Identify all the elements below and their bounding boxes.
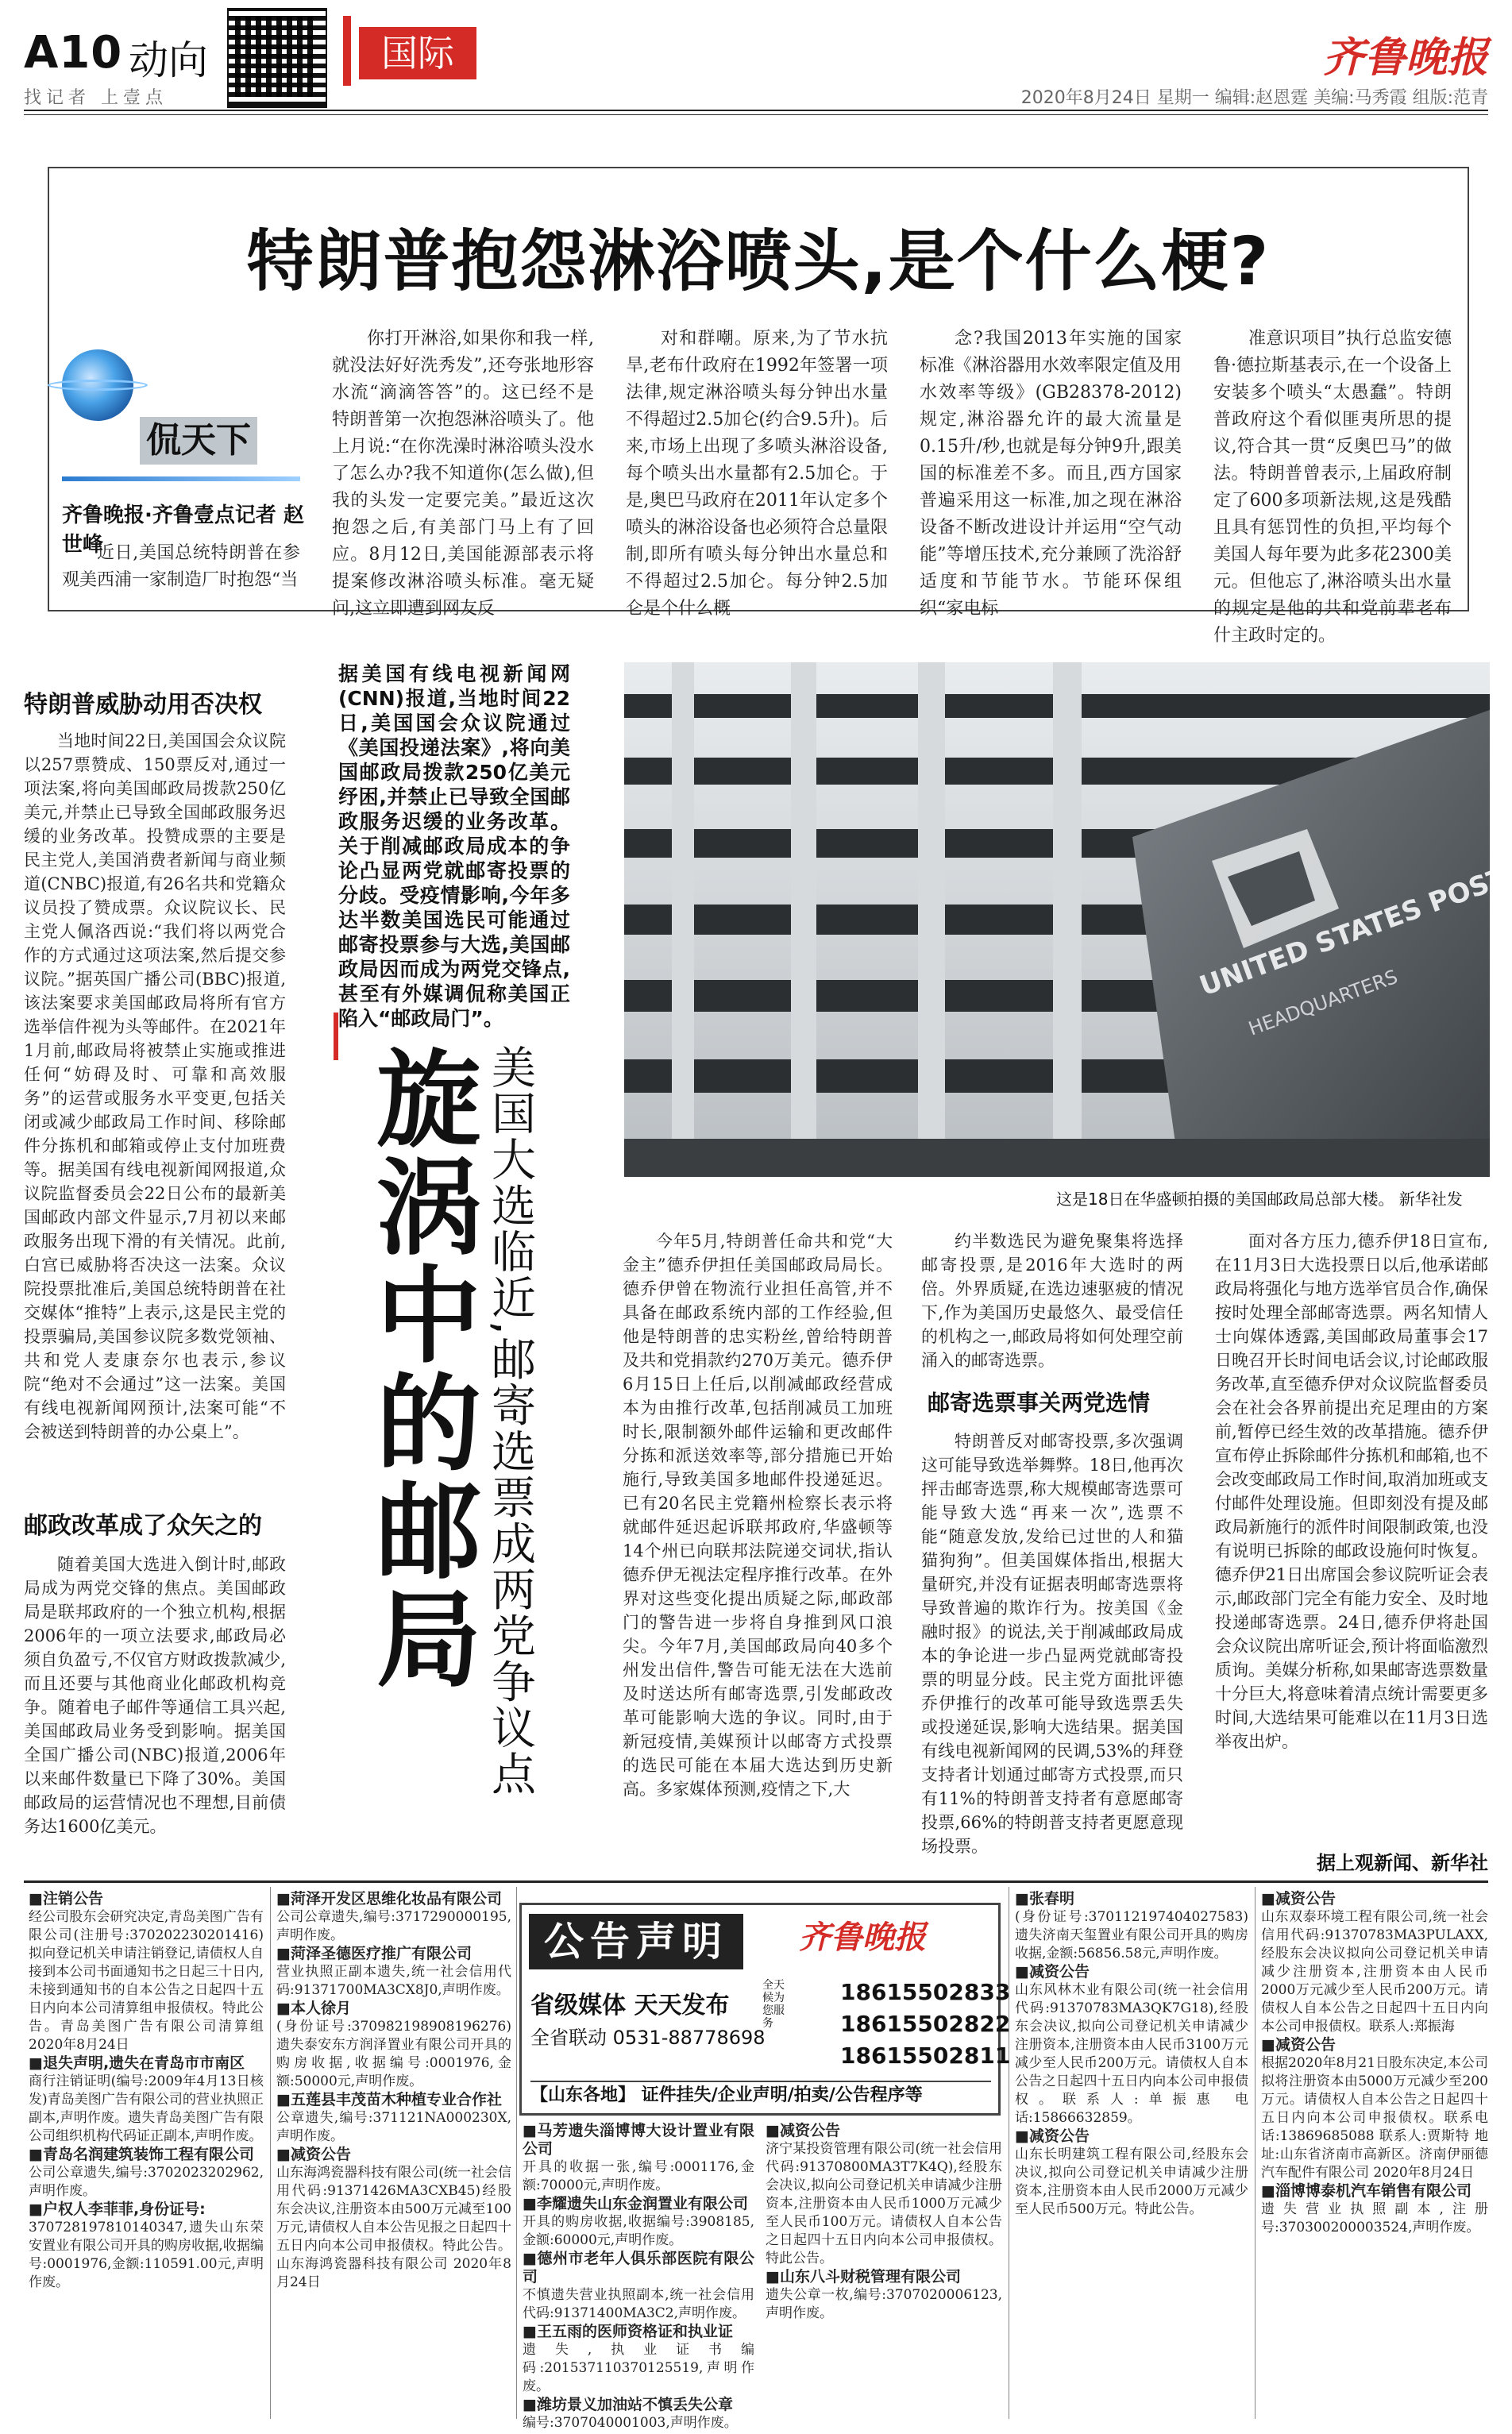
paper-logo: 齐鲁晚报 [1322,33,1488,82]
ads-column-4 [1015,1890,1248,2219]
photo-sign-sub: HEADQUARTERS [1245,965,1401,1040]
notice-phone[interactable]: 18615502811 [840,2042,1011,2069]
ad-item: ■减资公告 根据2020年8月21日股东决定,本公司拟将注册资本由5000万元减少至200万元。请债权人自本公告之日起四十五日内向本公司申报债权。联系电话:13869685088 联系人:贾斯特 地址:山东省济南市高新区。济南伊丽德汽车配件有限公司 2020年8月24日 [1261,2036,1488,2181]
page-number: A10 [24,27,123,79]
ad-item: ■减资公告 山东长明建筑工程有限公司,经股东会决议,拟向公司登记机关申请减少注册资本,注册资本由人民币2000万元减少至人民币500万元。特此公告。 [1015,2127,1248,2217]
ad-item: ■德州市老年人俱乐部医院有限公司 不慎遗失营业执照副本,统一社会信用代码:91371400MA3C2,声明作废。 [523,2250,754,2321]
header-rule-thin [24,114,1488,115]
top-article-col4: 念?我国2013年实施的国家标准《淋浴器用水效率限定值及用水效率等级》(GB28378-2012)规定,淋浴器允许的最大流量是0.15升/秒,也就是每分钟9升,跟美国的标准差不多。而且,西方国家普遍采用这一标准,加之现在淋浴设备不断改进设计并运用“空气动能”等增压技术,充分兼顾了洗浴舒适度和节能节水。节能环保组织“家电标 [920,329,1182,619]
subhead-veto: 特朗普威胁动用否决权 [24,691,262,719]
notice-vertical-text: 全天候为您服务 [762,1979,785,2030]
ad-column-rule [270,1887,271,2419]
ad-item: ■减资公告 山东海鸿瓷器科技有限公司(统一社会信用代码:91371426MA3CXB45)经股东会决议,注册资本由500万元减至100万元,请债权人自本公告见报之日起四十五日内向本公司申报债权。特此公告。山东海鸿瓷器科技有限公司 2020年8月24日 [276,2146,511,2290]
ad-item: ■王五雨的医师资格证和执业证 遗失,执业证书编码:201537110370125519,声明作废。 [523,2323,754,2394]
globe-icon [62,349,133,421]
ad-item: ■减资公告 山东风林木业有限公司(统一社会信用代码:91370783MA3QK7G18),经股东会决议,拟向公司登记机关申请减少注册资本,注册资本由人民币3100万元减少至人民币200万元。请债权人自本公告之日起四十五日内向本公司申报债权。联系人:单振惠 电话:15866632859。 [1015,1963,1248,2126]
notice-hotline-label: 全省联动 0531-88778698 [530,2027,766,2049]
ad-item: ■李耀遗失山东金润置业有限公司 开具的购房收据,收据编号:3908185,金额:60000元,声明作废。 [523,2195,754,2248]
photo-illustration [624,662,1490,1177]
ad-item: ■五莲县丰茂苗木种植专业合作社 公章遗失,编号:371121NA000230X,声明作废。 [276,2091,511,2144]
ad-item: ■减资公告 山东双泰环境工程有限公司,统一社会信用代码:91370783MA3PULAXX,经股东会决议拟向公司登记机关申请减少注册资本,注册资本由人民币2000万元减少至人民币200万元。请债权人自本公告之日起四十五日内向本公司申报债权。联系人:郑振海 [1261,1890,1488,2035]
ad-item: ■张春明 (身份证号:370112197404027583)遗失济南天玺置业有限公司开具的购房收据,金额:56856.58元,声明作废。 [1015,1890,1248,1961]
main-col-a2: 随着美国大选进入倒计时,邮政局成为两党交锋的焦点。美国邮政局是联邦政府的一个独立机构,根据2006年的一项立法要求,邮政局必须自负盈亏,不仅官方财政拨款减少,而且还要与其他商业化邮政机构竞争。随着电子邮件等通信工具兴起,美国邮政局业务受到影响。据美国全国广播公司(NBC)报道,2006年以来邮件数量已下降了30%。美国邮政局的运营情况也不理想,目前债务达1600亿美元。 [24,1555,286,1836]
usps-headquarters-photo [624,662,1490,1177]
ad-item: ■山东八斗财税管理有限公司 遗失公章一枚,编号:3707020006123,声明作废。 [766,2268,1002,2321]
main-title: 旋涡中的邮局 [358,1044,480,1692]
byline: 齐鲁晚报·齐鲁壹点记者 赵世峰 [62,503,304,557]
top-article-col1: 近日,美国总统特朗普在参观美西浦一家制造厂时抱怨“当 [62,543,300,590]
ad-column-rule [516,1887,517,2419]
ad-column-rule [1255,1887,1256,2419]
edition-meta: 2020年8月24日 星期一 编辑:赵恩霆 美编:马秀霞 组版:范青 [1020,88,1488,108]
ad-item: ■马芳遗失淄博博大设计置业有限公司 开具的收据一张,编号:0001176,金额:70000元,声明作废。 [523,2122,754,2193]
ad-item: ■本人徐月 (身份证号:370982198908196276)遗失泰安东方润泽置业有限公司开具的购房收据,收据编号:0001976,金额:50000元,声明作废。 [276,2000,511,2089]
top-article-col2: 你打开淋浴,如果你和我一样,就没法好好洗秀发”,还夸张地形容水流“滴滴答答”的。这已经不是特朗普第一次抱怨淋浴喷头了。他上月说:“在你洗澡时淋浴喷头没水了怎么办?我不知道你(怎么做),但我的头发一定要完美。”最近这次抱怨之后,有美部门马上有了回应。8月12日,美国能源部表示将提案修改淋浴喷头标准。毫无疑问,这立即遭到网友反 [332,329,595,619]
ad-item: ■青岛名润建筑装饰工程有限公司 公司公章遗失,编号:3702023202962,声明作废。 [29,2146,264,2199]
notice-paper-logo: 齐鲁晚报 [799,1919,926,1956]
notice-phone[interactable]: 18615502822 [840,2011,1011,2037]
section-name: 动向 [129,37,208,83]
main-col-d: 面对各方压力,德乔伊18日宣布,在11月3日大选投票日以后,他承诺邮政局将强化与地方选举官员合作,确保按时处理全部邮寄选票。两名知情人士向媒体透露,美国邮政局董事会17日晚召开长时间电话会议,讨论邮政服务改革,直至德乔伊对众议院监督委员会在社会各界前提出充足理由的方案前,暂停已经生效的改革措施。德乔伊宣布停止拆除邮件分拣机和邮箱,也不会改变邮政局工作时间,取消加班或支付邮件处理设施。但即刻没有提及邮政局新施行的派件时间限制政策,也没有说明已拆除的邮政设施何时恢复。德乔伊21日出席国会参议院听证会表示,邮政部门完全有能力安全、及时地投递邮寄选票。24日,德乔伊将赴国会众议院出席听证会,预计将面临激烈质询。美媒分析称,如果邮寄选票数量十分巨大,将意味着清点统计需要更多时间,大选结果可能难以在11月3日选举夜出炉。 [1215,1232,1488,1751]
title-accent [334,1013,338,1060]
ads-column-2 [276,1890,511,2292]
subhead-reform: 邮政改革成了众矢之的 [24,1512,262,1540]
tag-accent-bar [343,16,351,86]
ads-column-3b [766,2122,1002,2323]
ad-item: ■减资公告 济宁某投资管理有限公司(统一社会信用代码:91370800MA3T7K4Q),经股东会决议,拟向公司登记机关申请减少注册资本,注册资本由人民币1000万元减少至人民币100万元。请债权人自本公告之日起四十五日内向本公司申报债权。特此公告。 [766,2122,1002,2266]
main-col-c: 约半数选民为避免聚集将选择邮寄投票,是2016年大选时的两倍。外界质疑,在选边速驱疲的情况下,作为美国历史最悠久、最受信任的机构之一,邮政局将如何处理空前涌入的邮寄选票。 [921,1232,1183,1370]
main-col-c2: 特朗普反对邮寄投票,多次强调这可能导致选举舞弊。18日,他再次抨击邮寄选票,称大规模邮寄选票可能导致大选“再来一次”,选票不能“随意发放,发给已过世的人和猫猫狗狗”。但美国媒体指出,根据大量研究,并没有证据表明邮寄选票将导致普遍的欺诈行为。按美国《金融时报》的说法,关于削减邮政局成本的争论进一步凸显两党就邮寄投票的明显分歧。民主党方面批评德乔伊推行的改革可能导致选票丢失或投递延误,影响大选结果。据美国有线电视新闻网的民调,53%的拜登支持者计划通过邮寄方式投票,而只有11%的特朗普支持者有意愿邮寄投票,66%的特朗普支持者更愿意现场投票。 [921,1432,1183,1856]
article-lead: 据美国有线电视新闻网(CNN)报道,当地时间22日,美国国会众议院通过《美国投递法案》,将向美国邮政局拨款250亿美元纾困,并禁止已导致全国邮政服务迟缓的业务改革。关于削减邮政局成本的争论凸显两党就邮寄投票的分歧。受疫情影响,今年多达半数美国选民可能通过邮寄投票参与大选,美国邮政局因而成为两党交锋点,甚至有外媒调侃称美国正陷入“邮政局门”。 [338,662,570,1030]
ad-item: ■退失声明,遗失在青岛市市南区 商行注销证明(编号:2009年4月13日核发)青岛美图广告有限公司的营业执照正副本,声明作废。遗失青岛美图广告有限公司组织机构代码证正副本,声明作废。 [29,2054,264,2144]
notice-footer: 【山东各地】 证件挂失/企业声明/拍卖/公告程序等 [530,2081,991,2109]
header-rule [24,110,1488,111]
ad-item: ■淄博博泰机汽车销售有限公司 遗失营业执照副本,注册号:370300200003524,声明作废。 [1261,2182,1488,2235]
ad-item: ■注销公告 经公司股东会研究决定,青岛美图广告有限公司(注册号:370202230201416)拟向登记机关申请注销登记,请债权人自接到本公司书面通知书之日起三十日内,未接到通知书的自本公告之日起四十五日内向本公司清算组申报债权。特此公告。青岛美图广告有限公司清算组 2020年8月24日 [29,1890,264,2053]
ads-column-5 [1261,1890,1488,2237]
top-article-col3: 对和群嘲。原来,为了节水抗旱,老布什政府在1992年签署一项法律,规定淋浴喷头每分钟出水量不得超过2.5加仑(约合9.5升)。后来,市场上出现了多喷头淋浴设备,每个喷头出水量都有2.5加仑。于是,奥巴马政府在2011年认定多个喷头的淋浴设备也必须符合总量限制,即所有喷头每分钟出水量总和不得超过2.5加仑。每分钟2.5加仑是个什么概 [626,329,889,619]
main-subtitle: 美国大选临近,邮寄选票成两党争议点 [484,1044,536,1797]
article-source: 据上观新闻、新华社 [1317,1852,1488,1874]
ads-divider [24,1880,1488,1883]
top-headline: 特朗普抱怨淋浴喷头,是个什么梗? [246,222,1271,300]
ads-column-1 [29,1890,264,2292]
subhead-votes: 邮寄选票事关两党选情 [928,1390,1151,1416]
ad-item: ■菏泽开发区思维化妆品有限公司 公司公章遗失,编号:3717290000195,声明作废。 [276,1890,511,1943]
section-tag: 国际 [359,27,476,79]
notice-phone[interactable]: 18615502833 [840,1979,1011,2005]
notice-slogan: 省级媒体 天天发布 [530,1992,730,2019]
photo-caption: 这是18日在华盛顿拍摄的美国邮政局总部大楼。 新华社发 [1056,1190,1463,1209]
ad-item: ■菏泽圣德医疗推广有限公司 营业执照正副本遗失,统一社会信用代码:91371700MA3CX8J0,声明作废。 [276,1945,511,1998]
notice-banner: 公告声明 [529,1914,743,1969]
top-article-col5: 准意识项目”执行总监安德鲁·德拉斯基表示,在一个设备上安装多个喷头“太愚蠢”。特朗普政府这个看似匪夷所思的提议,符合其一贯“反奥巴马”的做法。特朗普曾表示,上届政府制定了600多项新法规,这是残酷且具有惩罚性的负担,平均每个美国人每年要为此多花2300美元。但他忘了,淋浴喷头出水量的规定是他的共和党前辈老布什主政时定的。 [1213,329,1452,646]
ad-item: ■潍坊景义加油站不慎丢失公章 编号:3707040001003,声明作废。 [523,2396,738,2431]
slogan: 找记者 上壹点 [24,88,168,108]
ad-item: ■户权人李菲菲,身份证号: 370728197810140347,遗失山东荣安置业有限公司开具的购房收据,收据编号:0001976,金额:110591.00元,声明作废。 [29,2201,264,2290]
qr-code-pattern [235,16,316,97]
column-name: 侃天下 [140,417,257,465]
main-col-b: 今年5月,特朗普任命共和党“大金主”德乔伊担任美国邮政局局长。德乔伊曾在物流行业担任高管,并不具备在邮政系统内部的工作经验,但他是特朗普的忠实粉丝,曾给特朗普及共和党捐款约270万美元。德乔伊6月15日上任后,以削减邮政经营成本为由推行改革,包括削减员工加班时长,限制额外邮件运输和更改邮件分拣和派送效率等,部分措施已开始施行,导致美国多地邮件投递延迟。已有20名民主党籍州检察长表示将就邮件延迟起诉联邦政府,华盛顿等14个州已向联邦法院递交词状,指认德乔伊无视法定程序推行改革。在外界对这些变化提出质疑之际,邮政部门的警告进一步将自身推到风口浪尖。今年7月,美国邮政局向40多个州发出信件,警告可能无法在大选前及时送达所有邮寄选票,引发邮政改革可能影响大选的争议。同时,由于新冠疫情,美媒预计以邮寄方式投票的选民可能在本届大选达到历史新高。多家媒体预测,疫情之下,大 [623,1232,893,1799]
main-col-a1: 当地时间22日,美国国会众议院以257票赞成、150票反对,通过一项法案,将向美国邮政局拨款250亿美元,并禁止已导致全国邮政服务迟缓的业务改革。投赞成票的主要是民主党人,美国消费者新闻与商业频道(CNBC)报道,有26名共和党籍众议员投了赞成票。众议院议长、民主党人佩洛西说:“我们将以两党合作的方式通过这项法案,然后提交参议院。”据英国广播公司(BBC)报道,该法案要求美国邮政局将所有官方选举信件视为头等邮件。在2021年1月前,邮政局将被禁止实施或推进任何“妨碍及时、可靠和高效服务”的运营或服务水平变更,包括关闭或减少邮政局工作时间、移除邮件分拣机和邮箱或停止支付加班费等。据美国有线电视新闻网报道,众议院监督委员会22日公布的最新美国邮政内部文件显示,7月初以来邮政服务出现下滑的有关情况。此前,白宫已威胁将否决这一法案。众议院投票批准后,美国总统特朗普在社交媒体“推特”上表示,这是民主党的投票骗局,美国参议院多数党领袖、共和党人麦康奈尔也表示,参议院“绝对不会通过”这一法案。美国有线电视新闻网预计,法案可能“不会被送到特朗普的办公桌上”。 [24,731,286,1441]
ads-column-3 [523,2122,754,2432]
column-accent-bar [62,476,300,481]
